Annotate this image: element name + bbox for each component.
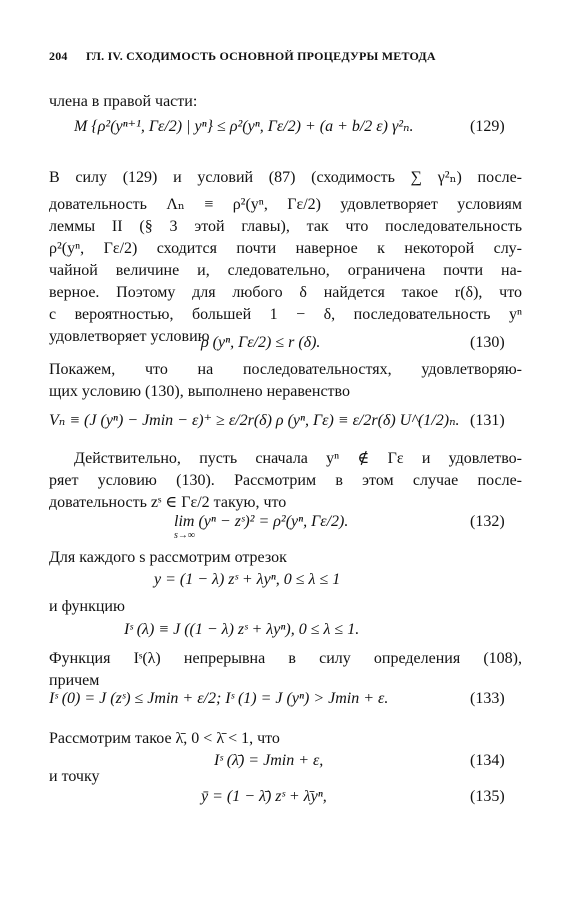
text-line: довательность zˢ ∈ Γε/2 такую, что: [49, 494, 287, 511]
equation-number-132: (132): [470, 513, 505, 530]
equation-number-129: (129): [470, 118, 505, 135]
text-line: члена в правой части:: [49, 93, 198, 110]
equation-segment: y = (1 − λ) zˢ + λyⁿ, 0 ≤ λ ≤ 1: [154, 571, 341, 588]
equation-134: Iˢ (λ̄) = Jmin + ε,: [214, 752, 324, 769]
text-line: удовлетворяет условию: [49, 328, 210, 345]
text-line: В силу (129) и условий (87) (сходимость ∑ γ²ₙ) после-: [49, 169, 522, 186]
equation-133: Iˢ (0) = J (zˢ) ≤ Jmin + ε/2; Iˢ (1) = J (yⁿ) > Jmin + ε.: [49, 690, 389, 707]
text-line: Действительно, пусть сначала yⁿ ∉ Γε и удовлетво-: [74, 450, 522, 467]
running-title: ГЛ. IV. СХОДИМОСТЬ ОСНОВНОЙ ПРОЦЕДУРЫ МЕТОДА: [86, 49, 436, 63]
text-line: Функция Iˢ(λ) непрерывна в силу определения (108),: [49, 650, 522, 667]
equation-function: Iˢ (λ) ≡ J ((1 − λ) zˢ + λyⁿ), 0 ≤ λ ≤ 1.: [124, 621, 360, 638]
equation-number-134: (134): [470, 752, 505, 769]
equation-132-limit-subscript: s→∞: [174, 530, 196, 541]
equation-132: lim (yⁿ − zˢ)² = ρ²(yⁿ, Γε/2).: [174, 513, 349, 530]
text-line: щих условию (130), выполнено неравенство: [49, 383, 350, 400]
text-line: леммы II (§ 3 этой главы), так что последовательность: [49, 218, 522, 235]
text-line: и функцию: [49, 598, 125, 615]
equation-number-135: (135): [470, 788, 505, 805]
equation-number-131: (131): [470, 412, 505, 429]
text-line: ряет условию (130). Рассмотрим в этом случае после-: [49, 472, 522, 489]
equation-135: ȳ = (1 − λ̄) zˢ + λ̄yⁿ,: [201, 788, 327, 805]
text-line: ρ²(yⁿ, Γε/2) сходится почти наверное к некоторой слу-: [49, 240, 522, 257]
equation-131: Vₙ ≡ (J (yⁿ) − Jmin − ε)⁺ ≥ ε/2r(δ) ρ (yⁿ, Γε) ≡ ε/2r(δ) U^(1/2)ₙ.: [49, 412, 460, 429]
text-line: Для каждого s рассмотрим отрезок: [49, 549, 287, 566]
equation-130: ρ (yⁿ, Γε/2) ≤ r (δ).: [201, 334, 321, 351]
page-number: 204: [49, 49, 68, 63]
equation-129: M {ρ²(yⁿ⁺¹, Γε/2) | yⁿ} ≤ ρ²(yⁿ, Γε/2) + (a + b/2 ε) γ²ₙ.: [74, 118, 414, 135]
text-line: причем: [49, 672, 100, 689]
text-line: Рассмотрим такое λ̄, 0 < λ̄ < 1, что: [49, 730, 280, 747]
text-line: Покажем, что на последовательностях, удовлетворяю-: [49, 361, 522, 378]
equation-number-130: (130): [470, 334, 505, 351]
text-line: и точку: [49, 768, 100, 785]
equation-number-133: (133): [470, 690, 505, 707]
text-line: чайной величине и, следовательно, ограничена почти на-: [49, 262, 522, 279]
text-line: с вероятностью, большей 1 − δ, последовательность yⁿ: [49, 306, 522, 323]
text-line: довательность Λₙ ≡ ρ²(yⁿ, Γε/2) удовлетворяет условиям: [49, 196, 522, 213]
text-line: верное. Поэтому для любого δ найдется такое r(δ), что: [49, 284, 522, 301]
